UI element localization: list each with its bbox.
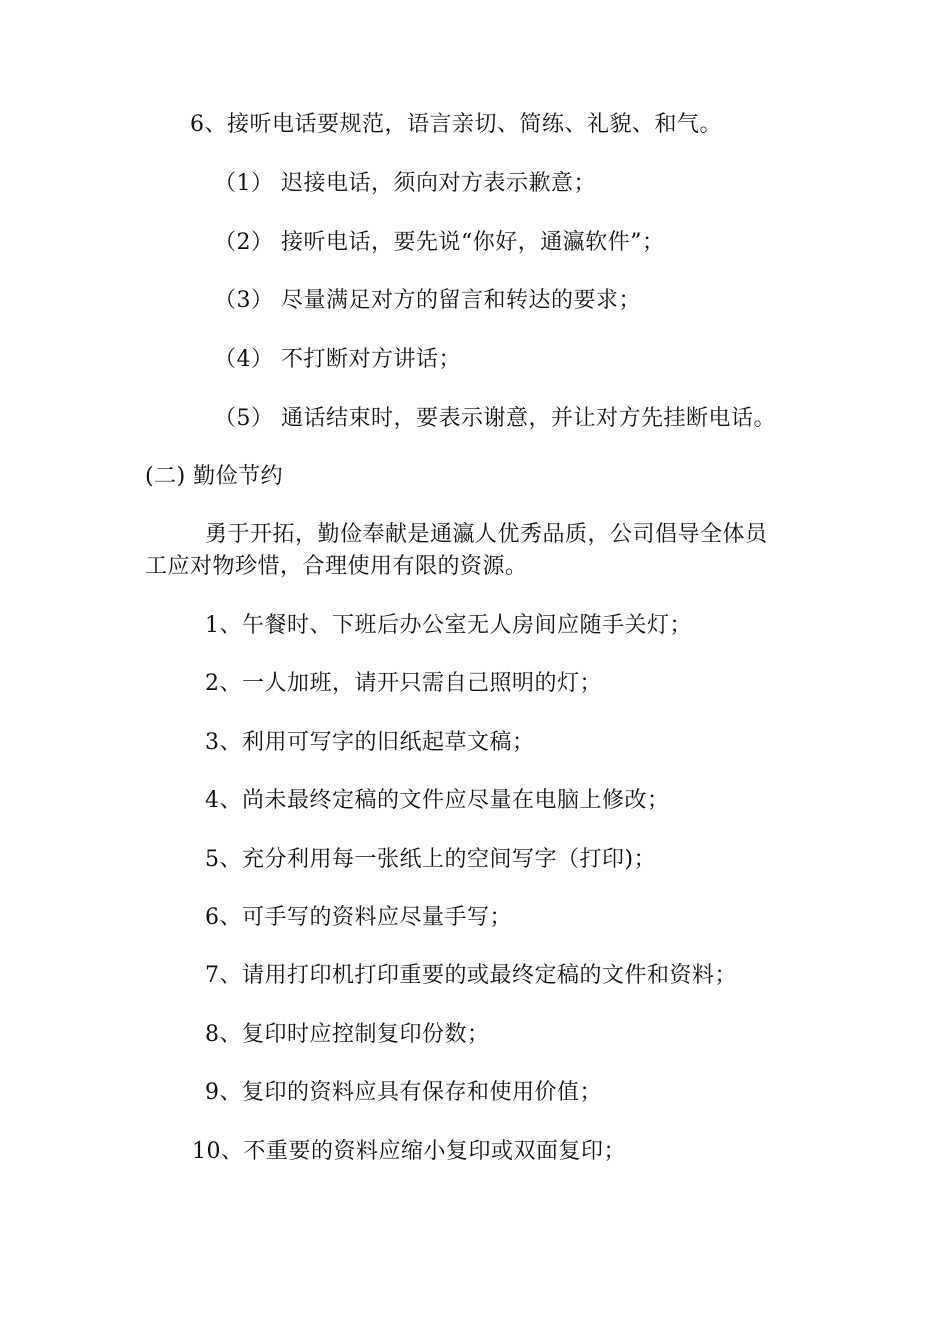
list-item-8: 8、复印时应控制复印份数； xyxy=(205,1022,490,1047)
list-item-4: 4、尚未最终定稿的文件应尽量在电脑上修改； xyxy=(205,788,670,813)
sub-item-5: （5） 通话结束时，要表示谢意，并让对方先挂断电话。 xyxy=(214,406,776,431)
item-6-heading: 6、接听电话要规范，语言亲切、简练、礼貌、和气。 xyxy=(190,112,722,137)
sub-item-2: （2） 接听电话，要先说“你好，通瀛软件”； xyxy=(214,230,665,255)
sub-item-1: （1） 迟接电话，须向对方表示歉意； xyxy=(214,171,596,196)
list-item-5: 5、充分利用每一张纸上的空间写字（打印)； xyxy=(205,847,657,872)
list-item-3: 3、利用可写字的旧纸起草文稿； xyxy=(205,730,535,755)
sub-item-3: （3） 尽量满足对方的留言和转达的要求； xyxy=(214,288,641,313)
section-heading: (二) 勤俭节约 xyxy=(145,464,284,489)
list-item-6: 6、可手写的资料应尽量手写； xyxy=(205,905,512,930)
intro-line-2: 工应对物珍惜，合理使用有限的资源。 xyxy=(145,554,528,579)
list-item-10: 10、不重要的资料应缩小复印或双面复印； xyxy=(192,1139,626,1164)
list-item-1: 1、午餐时、下班后办公室无人房间应随手关灯； xyxy=(205,613,692,638)
list-item-9: 9、复印的资料应具有保存和使用价值； xyxy=(205,1080,602,1105)
list-item-7: 7、请用打印机打印重要的或最终定稿的文件和资料； xyxy=(205,963,737,988)
list-item-2: 2、一人加班，请开只需自己照明的灯； xyxy=(205,671,602,696)
sub-item-4: （4） 不打断对方讲话； xyxy=(214,347,461,372)
intro-line-1: 勇于开拓，勤俭奉献是通瀛人优秀品质，公司倡导全体员 xyxy=(205,522,768,547)
